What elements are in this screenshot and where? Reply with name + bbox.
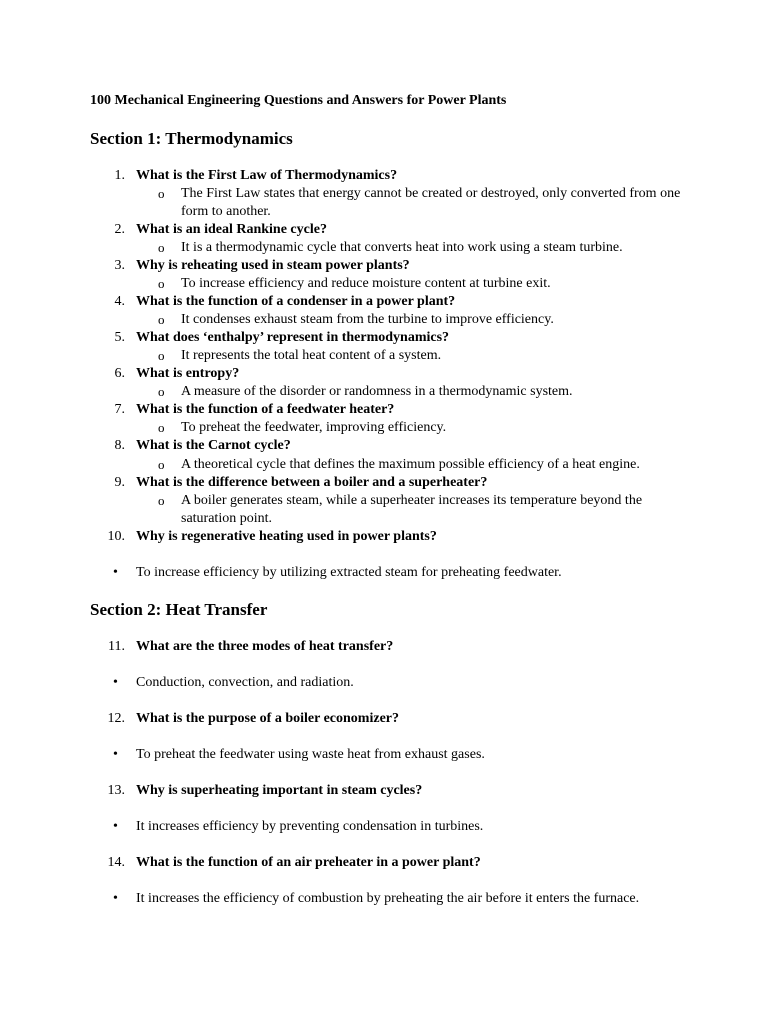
section-heading-thermodynamics: Section 1: Thermodynamics	[90, 129, 293, 148]
question-number: 9.	[114, 475, 125, 490]
answer-text: A theoretical cycle that defines the maximum possible efficiency of a heat engine.	[181, 457, 640, 472]
bullet-marker: •	[113, 565, 118, 580]
question-text: What is the difference between a boiler and a superheater?	[136, 475, 488, 490]
question-number: 3.	[114, 258, 125, 273]
bullet-marker: •	[113, 819, 118, 834]
sub-bullet-marker: o	[158, 384, 165, 399]
question-number: 5.	[114, 330, 125, 345]
question-text: What is the First Law of Thermodynamics?	[136, 168, 398, 183]
question-text: Why is superheating important in steam cycles?	[136, 783, 423, 798]
question-number: 12.	[107, 711, 125, 726]
question-text: What is the function of a condenser in a power plant?	[136, 294, 456, 309]
question-text: Why is reheating used in steam power plants?	[136, 258, 410, 273]
bullet-marker: •	[113, 891, 118, 906]
answer-text: A boiler generates steam, while a superheater increases its temperature beyond the saturation point.	[181, 493, 643, 526]
question-text: What are the three modes of heat transfer?	[136, 639, 394, 654]
question-text: What is the function of a feedwater heater?	[136, 402, 395, 417]
answer-text: It increases efficiency by preventing condensation in turbines.	[136, 819, 484, 834]
question-number: 2.	[114, 222, 125, 237]
question-text: What is an ideal Rankine cycle?	[136, 222, 327, 237]
question-text: What is the function of an air preheater in a power plant?	[136, 855, 481, 870]
bullet-marker: •	[113, 675, 118, 690]
question-number: 1.	[114, 168, 125, 183]
answer-text: Conduction, convection, and radiation.	[136, 675, 354, 690]
answer-text: To increase efficiency and reduce moisture content at turbine exit.	[181, 276, 551, 291]
answer-text: It represents the total heat content of a system.	[181, 348, 442, 363]
sub-bullet-marker: o	[158, 186, 165, 201]
answer-text: A measure of the disorder or randomness in a thermodynamic system.	[181, 384, 573, 399]
sub-bullet-marker: o	[158, 312, 165, 327]
question-text: What does ‘enthalpy’ represent in thermodynamics?	[136, 330, 450, 345]
answer-text: It increases the efficiency of combustion by preheating the air before it enters the furnace.	[136, 891, 640, 906]
question-text: Why is regenerative heating used in power plants?	[136, 529, 437, 544]
sub-bullet-marker: o	[158, 348, 165, 363]
sub-bullet-marker: o	[158, 276, 165, 291]
answer-text: It is a thermodynamic cycle that converts heat into work using a steam turbine.	[181, 240, 623, 255]
section-heading-heat-transfer: Section 2: Heat Transfer	[90, 600, 268, 619]
answer-text: To preheat the feedwater using waste heat from exhaust gases.	[136, 747, 485, 762]
bullet-marker: •	[113, 747, 118, 762]
question-number: 7.	[114, 402, 125, 417]
sub-bullet-marker: o	[158, 457, 165, 472]
question-number: 8.	[114, 438, 125, 453]
question-number: 10.	[107, 529, 125, 544]
question-number: 13.	[107, 783, 125, 798]
question-text: What is entropy?	[136, 366, 240, 381]
sub-bullet-marker: o	[158, 493, 165, 508]
sub-bullet-marker: o	[158, 420, 165, 435]
question-text: What is the purpose of a boiler economizer?	[136, 711, 399, 726]
answer-text: To increase efficiency by utilizing extracted steam for preheating feedwater.	[136, 565, 562, 580]
document-title: 100 Mechanical Engineering Questions and Answers for Power Plants	[90, 93, 507, 108]
question-number: 11.	[108, 639, 125, 654]
question-number: 14.	[107, 855, 125, 870]
question-text: What is the Carnot cycle?	[136, 438, 291, 453]
answer-text: To preheat the feedwater, improving efficiency.	[181, 420, 447, 435]
sub-bullet-marker: o	[158, 240, 165, 255]
question-number: 6.	[114, 366, 125, 381]
question-number: 4.	[114, 294, 125, 309]
answer-text: It condenses exhaust steam from the turbine to improve efficiency.	[181, 312, 554, 327]
answer-text: The First Law states that energy cannot be created or destroyed, only converted from one form to another.	[181, 186, 681, 219]
